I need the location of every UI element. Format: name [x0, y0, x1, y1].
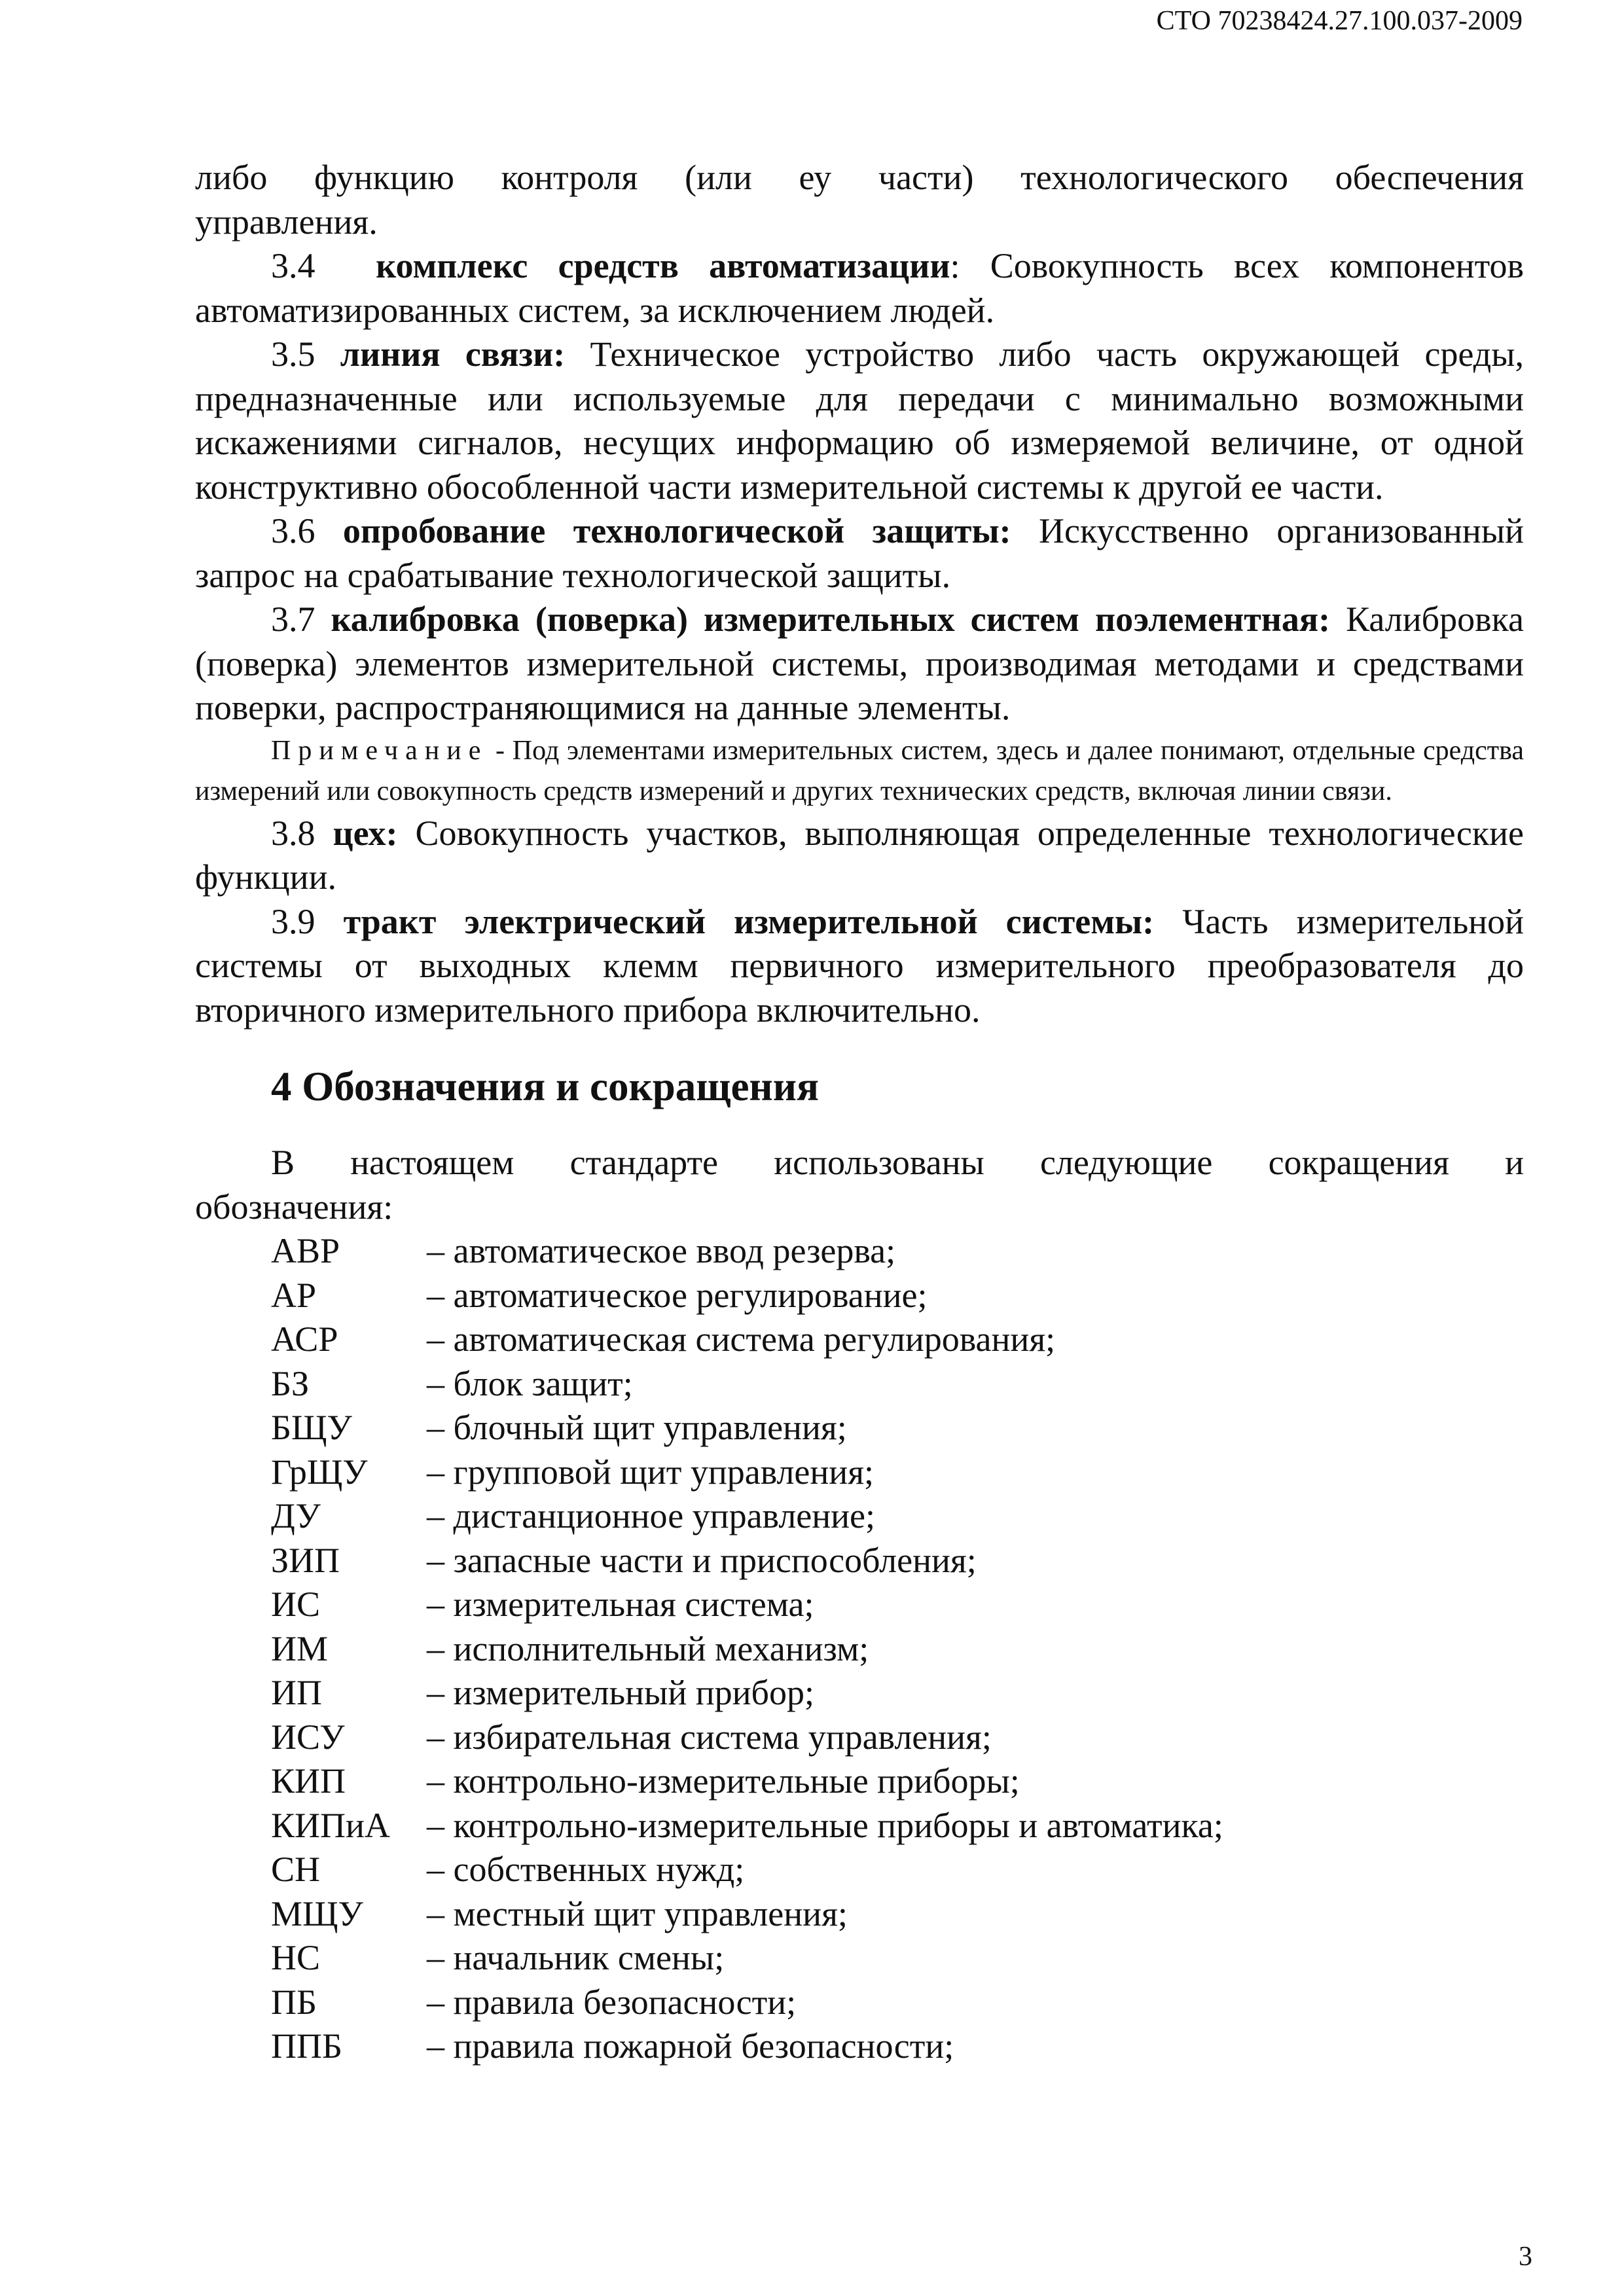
abbreviation-code: ПБ: [271, 1982, 317, 2022]
section-intro: В настоящем стандарте использованы следующие сокращения и: [271, 1143, 1524, 1182]
definition-3-7: [195, 598, 1524, 730]
definition-text: Совокупность всех компонентов автоматизированных систем, за исключением людей.: [195, 246, 1525, 330]
abbreviation-code: БЗ: [271, 1363, 310, 1403]
abbreviation-description: – автоматическое регулирование;: [427, 1275, 928, 1315]
abbreviation-description: – избирательная система управления;: [427, 1717, 992, 1757]
definition-term: тракт электрический измерительной системы:: [343, 901, 1155, 941]
definition-text: Совокупность участков, выполняющая определенные технологические функции.: [195, 813, 1525, 897]
abbreviation-item: [271, 1494, 1524, 1539]
abbreviation-description: – групповой щит управления;: [427, 1452, 875, 1492]
abbreviation-code: ГрЩУ: [271, 1452, 368, 1492]
abbreviation-item: [271, 2024, 1524, 2069]
abbreviation-item: [271, 1450, 1524, 1495]
definition-number: 3.5: [271, 334, 316, 374]
definition-3-4: [195, 244, 1524, 332]
definition-separator: :: [950, 246, 990, 285]
definition-3-8: [195, 812, 1524, 900]
definition-text: Калибровка (поверка) элементов измерительной системы, производимая методами и средствами поверки, распространяющимися на данные элементы.: [195, 600, 1525, 727]
abbreviation-item: [271, 1362, 1524, 1407]
abbreviation-code: ЗИП: [271, 1540, 340, 1580]
abbreviation-item: [271, 1583, 1524, 1627]
definition-text: Техническое устройство либо часть окружающей среды, предназначенные или используемые для передачи с минимально возможными искажениями сигналов, несущих информацию об измеряемой величине, от одной конструктивно обособленной части измерительной системы к другой ее части.: [195, 334, 1525, 507]
abbreviation-item: [271, 1848, 1524, 1892]
definition-term: калибровка (поверка) измерительных систем поэлементная:: [331, 600, 1331, 639]
abbreviation-code: СН: [271, 1850, 321, 1889]
abbreviation-description: – начальник смены;: [427, 1938, 725, 1977]
definition-separator: [397, 814, 415, 853]
definition-separator: [1011, 511, 1039, 550]
abbreviation-description: – блок защит;: [427, 1363, 633, 1403]
definition-separator: [565, 334, 590, 374]
note-paragraph: [195, 730, 1524, 812]
abbreviation-description: – собственных нужд;: [427, 1850, 745, 1889]
abbreviation-description: – измерительный прибор;: [427, 1673, 814, 1712]
page-number: 3: [1519, 2242, 1532, 2272]
abbreviation-description: – местный щит управления;: [427, 1893, 848, 1933]
definition-term: опробование технологической защиты:: [342, 511, 1011, 550]
section-intro-end: обозначения:: [195, 1187, 393, 1227]
continuation-line-end: управления.: [195, 202, 378, 242]
abbreviation-description: – измерительная система;: [427, 1585, 814, 1624]
abbreviation-item: [271, 1539, 1524, 1583]
abbreviation-item: [271, 1759, 1524, 1804]
abbreviation-code: АСР: [271, 1319, 338, 1359]
abbreviation-item: [271, 1318, 1524, 1362]
document-code: СТО 70238424.27.100.037-2009: [1156, 6, 1523, 36]
abbreviation-description: – запасные части и приспособления;: [427, 1540, 977, 1580]
abbreviation-description: – правила пожарной безопасности;: [427, 2026, 954, 2066]
abbreviation-code: ИС: [271, 1585, 321, 1624]
abbreviation-description: – автоматическое ввод резерва;: [427, 1231, 896, 1270]
abbreviation-code: ДУ: [271, 1496, 321, 1535]
abbreviation-code: ИСУ: [271, 1717, 345, 1757]
continuation-line: либо функцию контроля (или еу части) технологического обеспечения: [195, 158, 1524, 197]
abbreviation-code: ИМ: [271, 1628, 329, 1668]
abbreviation-code: ППБ: [271, 2026, 343, 2066]
abbreviation-code: МЩУ: [271, 1893, 363, 1933]
definition-number: 3.7: [271, 600, 316, 639]
abbreviation-item: [271, 1892, 1524, 1937]
abbreviation-item: [271, 1936, 1524, 1981]
definition-3-9: [195, 900, 1524, 1033]
abbreviation-item: [271, 1981, 1524, 2025]
definition-number: 3.4: [271, 246, 316, 285]
abbreviation-item: [271, 1406, 1524, 1450]
abbreviation-item: [271, 1671, 1524, 1715]
abbreviation-description: – правила безопасности;: [427, 1982, 797, 2022]
abbreviation-item: [271, 1627, 1524, 1672]
abbreviation-description: – контрольно-измерительные приборы и автоматика;: [427, 1805, 1223, 1845]
note-text: - Под элементами измерительных систем, здесь и далее понимают, отдельные средства измерений или совокупность средств измерений и других технических средств, включая линии связи.: [195, 735, 1524, 806]
definition-3-6: [195, 509, 1524, 598]
abbreviation-code: КИП: [271, 1761, 346, 1801]
definition-number: 3.9: [271, 901, 316, 941]
abbreviation-code: БЩУ: [271, 1408, 352, 1447]
definition-number: 3.8: [271, 813, 316, 853]
definition-text: Искусственно организованный запрос на срабатывание технологической защиты.: [195, 511, 1525, 595]
definition-text: Часть измерительной системы от выходных клемм первичного измерительного преобразователя до вторичного измерительного прибора включительно.: [195, 901, 1525, 1030]
definition-separator: [1154, 902, 1182, 941]
abbreviation-description: – дистанционное управление;: [427, 1496, 876, 1535]
definition-separator: [1330, 600, 1346, 639]
abbreviation-item: [271, 1274, 1524, 1318]
abbreviation-code: АВР: [271, 1231, 340, 1270]
abbreviation-description: – автоматическая система регулирования;: [427, 1319, 1056, 1359]
abbreviation-description: – контрольно-измерительные приборы;: [427, 1761, 1020, 1801]
note-label: Примечание: [271, 735, 488, 766]
abbreviation-item: [271, 1229, 1524, 1274]
section-heading: 4 Обозначения и сокращения: [271, 1064, 820, 1109]
abbreviation-item: [271, 1804, 1524, 1848]
abbreviation-list: [271, 1229, 1524, 2069]
page-content: [195, 156, 1524, 2069]
abbreviation-description: – исполнительный механизм;: [427, 1628, 869, 1668]
abbreviation-description: – блочный щит управления;: [427, 1408, 847, 1447]
abbreviation-code: КИПиА: [271, 1805, 390, 1845]
definition-3-5: [195, 332, 1524, 509]
abbreviation-code: АР: [271, 1275, 317, 1315]
abbreviation-code: НС: [271, 1938, 321, 1977]
abbreviation-code: ИП: [271, 1673, 322, 1712]
abbreviation-item: [271, 1715, 1524, 1760]
definition-term: комплекс средств автоматизации: [376, 246, 950, 285]
definition-term: линия связи:: [340, 334, 566, 374]
definition-term: цех:: [333, 813, 398, 853]
definition-number: 3.6: [271, 511, 316, 550]
